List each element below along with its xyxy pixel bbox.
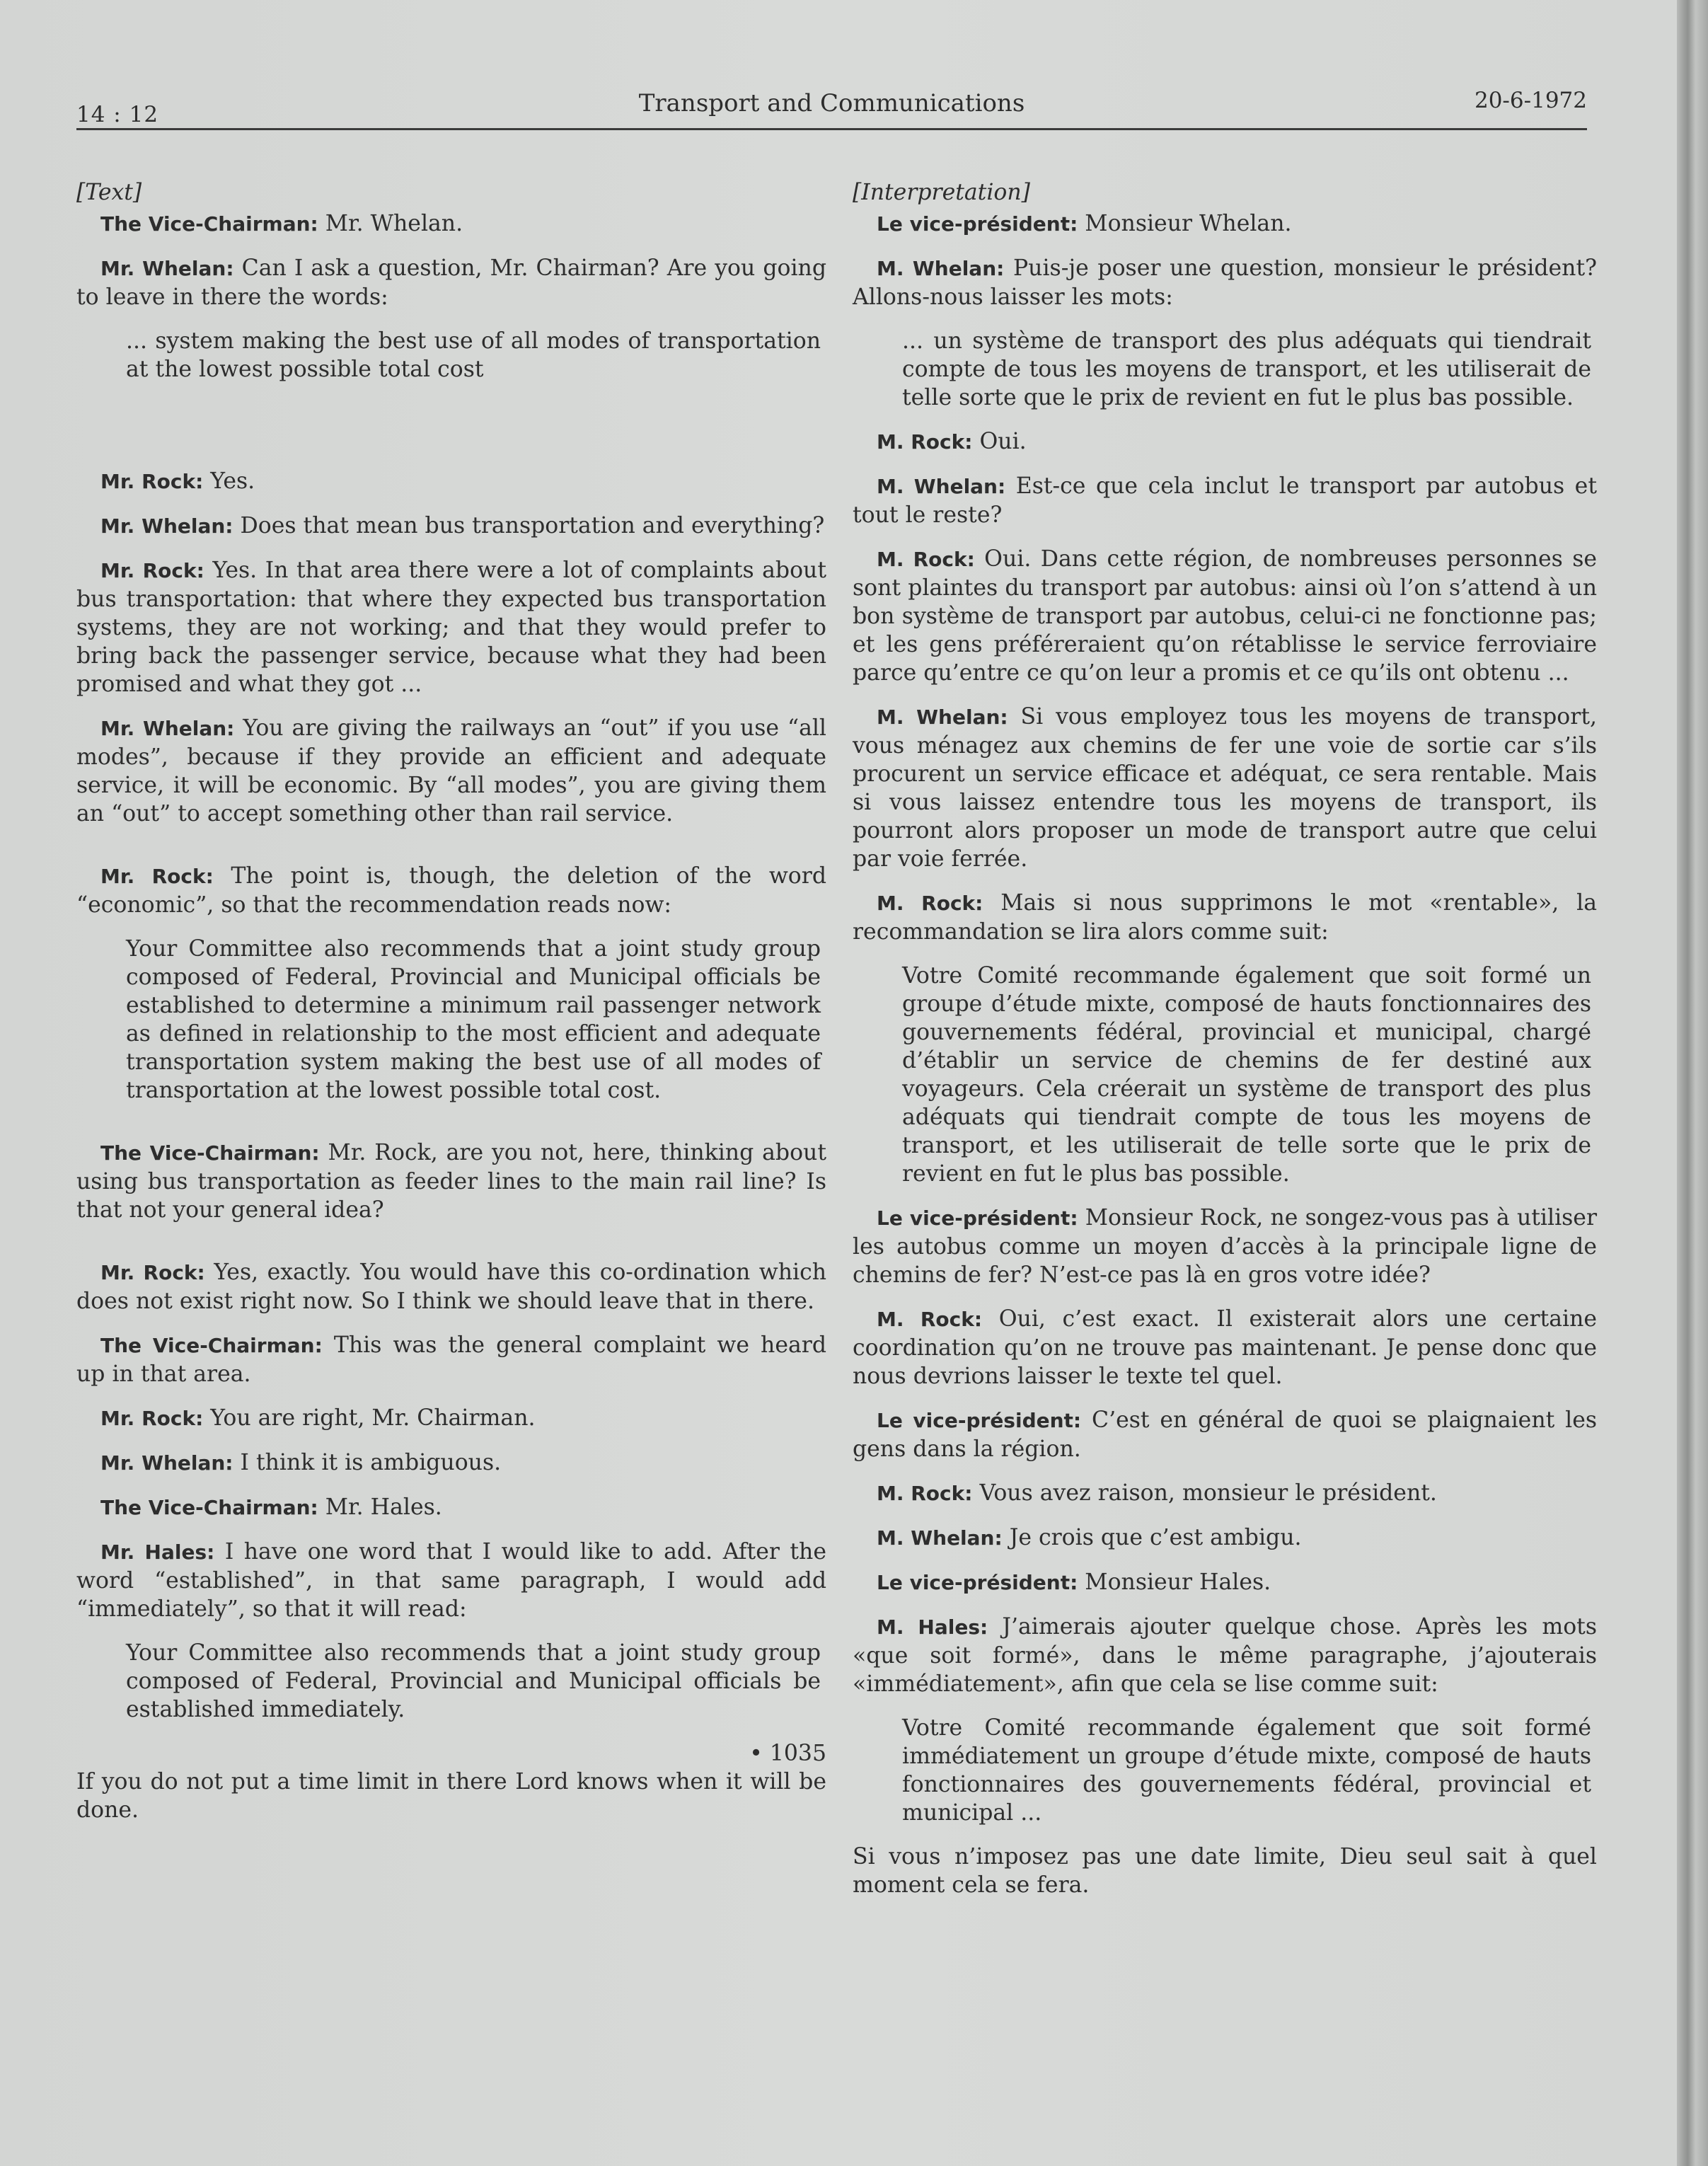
speech [76,512,826,541]
page-number: 14 : 12 [76,102,159,127]
speaker: M. Rock: [877,548,975,571]
page-header [76,83,1587,130]
speech-text: Puis-je poser une question, monsieur le président? Allons-nous laisser les mots: [853,255,1597,310]
speech [76,556,826,698]
english-column [76,178,826,1840]
speaker: M. Whelan: [877,1526,1003,1550]
speech-text: Mr. Hales. [318,1494,442,1520]
speaker: M. Whelan: [877,475,1006,498]
speech-text: Yes. [203,468,255,494]
closing-remark: Si vous n’imposez pas une date limite, Dieu seul sait à quel moment cela se fera. [853,1844,1597,1898]
quotation: Your Committee also recommends that a joint study group composed of Federal, Provincial and Municipal officials be established immediately. [126,1640,821,1722]
speech-text: The point is, though, the deletion of the word “economic”, so that the recommendation reads now: [76,863,826,918]
speech-text: Monsieur Rock, ne songez-vous pas à utiliser les autobus comme un moyen d’accès à la principale ligne de chemins de fer? N’est-ce pas là en gros votre idée? [853,1205,1598,1288]
speech [853,1479,1597,1508]
speech [76,714,826,828]
speech-text: Vous avez raison, monsieur le président. [972,1480,1437,1506]
speech-text: Yes. In that area there were a lot of complaints about bus transportation: that where they expected bus transportation systems, they are not working; and that they would prefer to bring back the passenger service, because what they had been promised and what they got ... [76,558,827,697]
speech-text: Oui, c’est exact. Il existerait alors une certaine coordination qu’on ne trouve pas maintenant. Je pense donc que nous devrions laisser le texte tel quel. [853,1306,1597,1389]
speech-text: This was the general complaint we heard up in that area. [76,1332,826,1387]
speech [76,1448,826,1477]
speech [853,1406,1597,1463]
closing-remark: If you do not put a time limit in there Lord knows when it will be done. [76,1769,826,1823]
speech [76,1139,826,1224]
speaker: Mr. Rock: [100,559,204,582]
speaker: The Vice-Chairman: [100,1334,323,1357]
speaker: Mr. Rock: [100,865,214,888]
speech [76,1331,826,1388]
speech-text: I think it is ambiguous. [233,1450,502,1475]
speech [853,1204,1597,1289]
quotation: Votre Comité recommande également que soit formé un groupe d’étude mixte, composé de hauts fonctionnaires des gouvernements fédéral, provincial et municipal, chargé d’établir un service de chemins de fer destiné aux voyageurs. Cela créerait un système de transport des plus adéquats qui tiendrait compte de tous les moyens de transport, et les utiliserait de telle sorte que le prix de revient en fut le plus bas possible. [902,963,1591,1187]
speech [853,703,1597,873]
speech [853,1613,1597,1698]
speaker: Mr. Whelan: [100,257,234,280]
quotation: ... system making the best use of all modes of transportation at the lowest possible total cost [126,328,821,382]
header-rule [76,128,1587,130]
speech [76,1258,826,1315]
speaker: M. Hales: [877,1615,988,1639]
speaker: M. Whelan: [877,257,1005,280]
speech-text: J’aimerais ajouter quelque chose. Après les mots «que soit formé», dans le même paragraphe, j’ajouterais «immédiatement», afin que cela se lise comme suit: [853,1614,1598,1697]
speaker: Le vice-président: [877,1409,1082,1432]
speech-text: You are right, Mr. Chairman. [203,1405,536,1431]
speaker: M. Whelan: [877,705,1008,729]
speech-text: Mr. Rock, are you not, here, thinking about using bus transportation as feeder lines to the main rail line? Is that not your general idea? [76,1140,826,1223]
speech-text: Can I ask a question, Mr. Chairman? Are you going to leave in there the words: [76,255,826,310]
speech [76,862,826,919]
speech-text: I have one word that I would like to add. After the word “established”, in that same paragraph, I would add “immediately”, so that it will read: [76,1539,826,1622]
speech [76,1404,826,1433]
speaker: M. Rock: [877,430,973,454]
time-marker: • 1035 [749,1741,826,1766]
book-binding-edge [1677,0,1708,2166]
speech-text: Mais si nous supprimons le mot «rentable», la recommandation se lira alors comme suit: [853,890,1597,945]
column-label: [Text] [76,180,142,205]
speech-text: Si vous employez tous les moyens de transport, vous ménagez aux chemins de fer une voie de sortie car s’ils procurent un service efficace et adéquat, ce sera rentable. Mais si vous laissez entendre tous les moyens de transport, ils pourront alors proposer un mode de transport autre que celui par voie ferrée. [853,704,1597,872]
spacer [76,1120,826,1139]
spacer [76,399,826,467]
speech-text: Monsieur Whelan. [1078,211,1292,236]
speech [853,254,1597,311]
speech-text: Mr. Whelan. [318,211,463,236]
speech [853,1305,1597,1390]
speaker: M. Rock: [877,892,983,915]
page-date: 20-6-1972 [1474,88,1587,113]
speaker: Le vice-président: [877,1206,1078,1230]
speech [853,889,1597,946]
speech [853,1568,1597,1597]
speaker: Mr. Whelan: [100,717,235,740]
french-column [853,178,1597,1915]
speaker: The Vice-Chairman: [100,1141,320,1165]
quotation: Your Committee also recommends that a joint study group composed of Federal, Provincial and Municipal officials be established to determine a minimum rail passenger network as defined in relationship to the most efficient and adequate transportation system making the best use of all modes of transportation at the lowest possible total cost. [126,936,821,1103]
speech [853,545,1597,687]
speech-text: Oui. [972,429,1027,454]
quotation: Votre Comité recommande également que soit formé immédiatement un groupe d’étude mixte, composé de hauts fonctionnaires des gouvernements fédéral, provincial et municipal ... [902,1715,1591,1826]
speaker: Mr. Rock: [100,1261,205,1284]
column-label: [Interpretation] [853,180,1030,205]
speech-text: C’est en général de quoi se plaignaient les gens dans la région. [853,1407,1597,1462]
speaker: The Vice-Chairman: [100,212,318,236]
speech-text: Monsieur Hales. [1078,1569,1271,1595]
speaker: Mr. Rock: [100,470,204,493]
speaker: Mr. Whelan: [100,1451,233,1475]
speech [76,1538,826,1623]
speech [853,472,1597,529]
page-title: Transport and Communications [638,89,1025,117]
speech-text: Je crois que c’est ambigu. [1002,1525,1302,1550]
spacer [76,843,826,862]
speaker: Le vice-président: [877,212,1078,236]
quotation: ... un système de transport des plus adéquats qui tiendrait compte de tous les moyens de transport, et les utiliserait de telle sorte que le prix de revient en fut le plus bas possible. [902,328,1591,410]
speaker: Mr. Hales: [100,1540,215,1564]
speech [76,254,826,311]
speech-text: You are giving the railways an “out” if you use “all modes”, because if they provide an efficient and adequate service, it will be economic. By “all modes”, you are giving them an “out” to accept something other than rail service. [76,715,826,826]
speech-text: Oui. Dans cette région, de nombreuses personnes se sont plaintes du transport par autobus: ainsi où l’on s’attend à un bon système de transport par autobus, celui-ci ne fonctionne pas; et les gens préféreraient qu’on rétablisse le service ferroviaire parce qu’entre ce qu’on leur a promis et ce qu’ils ont obtenu ... [853,546,1598,686]
speech [76,467,826,496]
speaker: Mr. Whelan: [100,514,233,538]
speaker: Le vice-président: [877,1571,1078,1594]
spacer [76,1240,826,1258]
speech [76,1493,826,1522]
speech-text: Est-ce que cela inclut le transport par autobus et tout le reste? [853,473,1597,528]
speech-text: Does that mean bus transportation and everything? [233,513,825,538]
speech [853,427,1597,456]
speech-text: Yes, exactly. You would have this co-ordination which does not exist right now. So I think we should leave that in there. [76,1260,827,1314]
speaker: The Vice-Chairman: [100,1496,318,1519]
speech [76,209,826,238]
speech [853,209,1597,238]
speech [853,1523,1597,1553]
speaker: M. Rock: [877,1482,973,1505]
speaker: M. Rock: [877,1308,983,1331]
speaker: Mr. Rock: [100,1407,204,1430]
